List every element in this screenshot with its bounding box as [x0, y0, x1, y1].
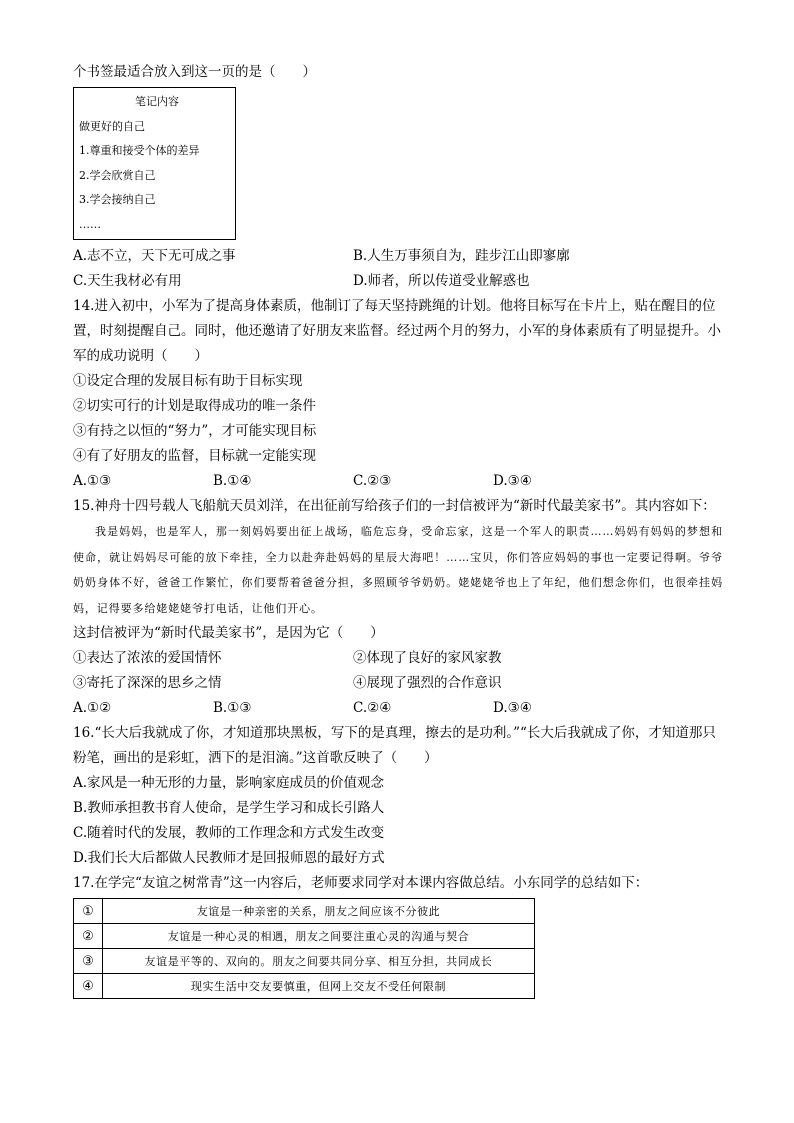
q16-option-a: A.家风是一种无形的力量，影响家庭成员的价值观念 — [73, 775, 385, 791]
row-text: 友谊是一种亲密的关系，朋友之间应该不分彼此 — [103, 899, 535, 924]
q16-option-c: C.随着时代的发展，教师的工作理念和方式发生改变 — [73, 825, 385, 841]
q16-stem: 16.“长大后我就成了你，才知道那块黑板，写下的是真理，擦去的是功利。”“长大后我就成了你，才知道那只粉笔，画出的是彩虹，洒下的是泪滴。”这首歌反映了（ ） — [73, 725, 716, 766]
note-box — [73, 87, 236, 240]
q15-item: ①表达了浓浓的爱国情怀 — [73, 650, 222, 666]
q15-question: 这封信被评为“新时代最美家书”，是因为它（ ） — [73, 625, 384, 641]
q13-option-b: B.人生万事须自为，跬步江山即寥廓 — [353, 248, 570, 264]
q14-option-c: C.②③ — [353, 473, 392, 489]
q13-option-c: C.天生我材必有用 — [73, 273, 182, 289]
q15-option-d: D.③④ — [493, 700, 532, 716]
q16-option-b: B.教师承担教书育人使命，是学生学习和成长引路人 — [73, 800, 385, 816]
table-row — [74, 924, 535, 949]
q15-stem: 15.神舟十四号载人飞船航天员刘洋，在出征前写给孩子们的一封信被评为“新时代最美家书”。其内容如下： — [73, 498, 716, 514]
q15-items-row — [73, 671, 723, 696]
q15-option-a: A.①② — [73, 700, 112, 716]
table-row — [74, 949, 535, 974]
q16-option-d: D.我们长大后都做人民教师才是回报师恩的最好方式 — [73, 850, 385, 866]
q14-option-d: D.③④ — [493, 473, 532, 489]
q14-options-row — [73, 469, 723, 494]
row-number: ① — [74, 899, 103, 924]
q15-items-row — [73, 646, 723, 671]
q15-item: ③寄托了深深的思乡之情 — [73, 675, 222, 691]
q14-stem: 14.进入初中，小军为了提高身体素质，他制订了每天坚持跳绳的计划。他将目标写在卡片上，贴在醒目的位置，时刻提醒自己。同时，他还邀请了好朋友来监督。经过两个月的努力，小军的身体素质有了明显提升。小军的成功说明（ ） — [73, 298, 721, 364]
q15-options-row — [73, 696, 723, 721]
q15-item: ②体现了良好的家风家教 — [353, 650, 502, 666]
table-row — [74, 899, 535, 924]
note-line: 3.学会接纳自己 — [79, 193, 156, 206]
note-line: 1.尊重和接受个体的差异 — [79, 144, 200, 157]
q15-letter: 我是妈妈，也是军人，那一刻妈妈要出征上战场，临危忘身，受命忘家，这是一个军人的职责……妈妈有妈妈的梦想和使命，就让妈妈尽可能的放下牵挂，全力以赴奔赴妈妈的星辰大海吧！……宝贝，你们答应妈妈的事也一定要记得啊。爷爷奶奶身体不好，爸爸工作繁忙，你们要帮着爸爸分担，多照顾爷爷奶奶。姥姥姥爷也上了年纪，他们想念你们，也很牵挂妈妈，记得要多给姥姥姥爷打电话，让他们开心。 — [73, 525, 723, 615]
q14-option-a: A.①③ — [73, 473, 112, 489]
row-number: ② — [74, 924, 103, 949]
row-text: 现实生活中交友要慎重，但网上交友不受任何限制 — [103, 974, 535, 999]
q15-option-c: C.②④ — [353, 700, 392, 716]
q14-item: ①设定合理的发展目标有助于目标实现 — [73, 373, 303, 389]
q14-option-b: B.①④ — [213, 473, 252, 489]
q15-option-b: B.①③ — [213, 700, 252, 716]
q17-stem: 17.在学完“友谊之树常青”这一内容后，老师要求同学对本课内容做总结。小东同学的总结如下： — [73, 875, 649, 891]
q13-option-a: A.志不立，天下无可成之事 — [73, 248, 236, 264]
note-line: …… — [79, 217, 101, 231]
q14-item: ②切实可行的计划是取得成功的唯一条件 — [73, 398, 316, 414]
row-number: ③ — [74, 949, 103, 974]
row-text: 友谊是平等的、双向的。朋友之间要共同分享、相互分担，共同成长 — [103, 949, 535, 974]
exam-page — [73, 60, 723, 999]
note-line: 做更好的自己 — [79, 119, 145, 133]
q13-options-row — [73, 269, 723, 294]
q13-options-row — [73, 244, 723, 269]
q15-item: ④展现了强烈的合作意识 — [353, 675, 502, 691]
q13-stem: 个书签最适合放入到这一页的是（ ） — [73, 64, 316, 80]
q13-option-d: D.师者，所以传道受业解惑也 — [353, 273, 530, 289]
q14-item: ④有了好朋友的监督，目标就一定能实现 — [73, 448, 316, 464]
row-number: ④ — [74, 974, 103, 999]
note-line: 2.学会欣赏自己 — [79, 168, 156, 182]
q14-item: ③有持之以恒的“努力”，才可能实现目标 — [73, 423, 317, 439]
row-text: 友谊是一种心灵的相遇，朋友之间要注重心灵的沟通与契合 — [103, 924, 535, 949]
note-title: 笔记内容 — [135, 95, 179, 108]
table-row — [74, 974, 535, 999]
q17-summary-table — [73, 898, 535, 999]
